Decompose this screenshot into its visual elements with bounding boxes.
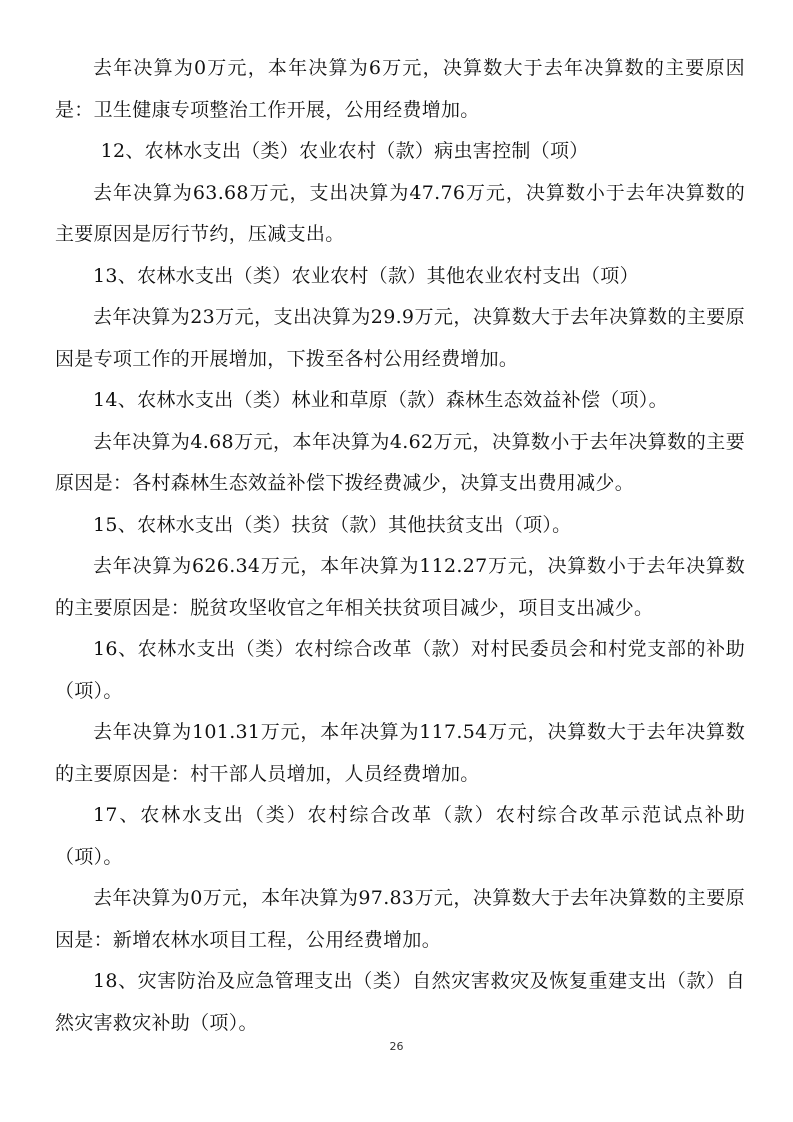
paragraph-body: 去年决算为4.68万元，本年决算为4.62万元，决算数小于去年决算数的主要原因是：各村森林生态效益补偿下拨经费减少，决算支出费用减少。 — [55, 430, 745, 494]
page-number: 26 — [389, 1040, 404, 1053]
paragraph-heading-14: 14、农林水支出（类）林业和草原（款）森林生态效益补偿（项）。 — [93, 389, 668, 411]
paragraph-body: 去年决算为0万元，本年决算为97.83万元，决算数大于去年决算数的主要原因是：新增农林水项目工程，公用经费增加。 — [55, 887, 745, 951]
paragraph-body: 去年决算为101.31万元，本年决算为117.54万元，决算数大于去年决算数的主要原因是：村干部人员增加，人员经费增加。 — [55, 721, 745, 785]
paragraph-body: 去年决算为0万元，本年决算为6万元，决算数大于去年决算数的主要原因是：卫生健康专项整治工作开展，公用经费增加。 — [55, 57, 745, 121]
paragraph-heading-17: 17、农林水支出（类）农村综合改革（款）农村综合改革示范试点补助（项）。 — [55, 804, 745, 868]
paragraph-body: 去年决算为63.68万元，支出决算为47.76万元，决算数小于去年决算数的主要原因是厉行节约，压减支出。 — [55, 181, 745, 245]
paragraph-heading-12: 12、农林水支出（类）农业农村（款）病虫害控制（项） — [100, 140, 589, 162]
paragraph-heading-16: 16、农林水支出（类）农村综合改革（款）对村民委员会和村党支部的补助（项）。 — [55, 638, 745, 702]
paragraph-heading-13: 13、农林水支出（类）农业农村（款）其他农业农村支出（项） — [93, 264, 639, 287]
paragraph-heading-18: 18、灾害防治及应急管理支出（类）自然灾害救灾及恢复重建支出（款）自然灾害救灾补助（项）。 — [55, 970, 745, 1034]
paragraph-body: 去年决算为23万元，支出决算为29.9万元，决算数大于去年决算数的主要原因是专项工作的开展增加，下拨至各村公用经费增加。 — [55, 306, 745, 370]
paragraph-heading-15: 15、农林水支出（类）扶贫（款）其他扶贫支出（项）。 — [93, 513, 572, 536]
document-body — [55, 48, 745, 1044]
paragraph-body: 去年决算为626.34万元，本年决算为112.27万元，决算数小于去年决算数的主要原因是：脱贫攻坚收官之年相关扶贫项目减少，项目支出减少。 — [55, 555, 745, 619]
